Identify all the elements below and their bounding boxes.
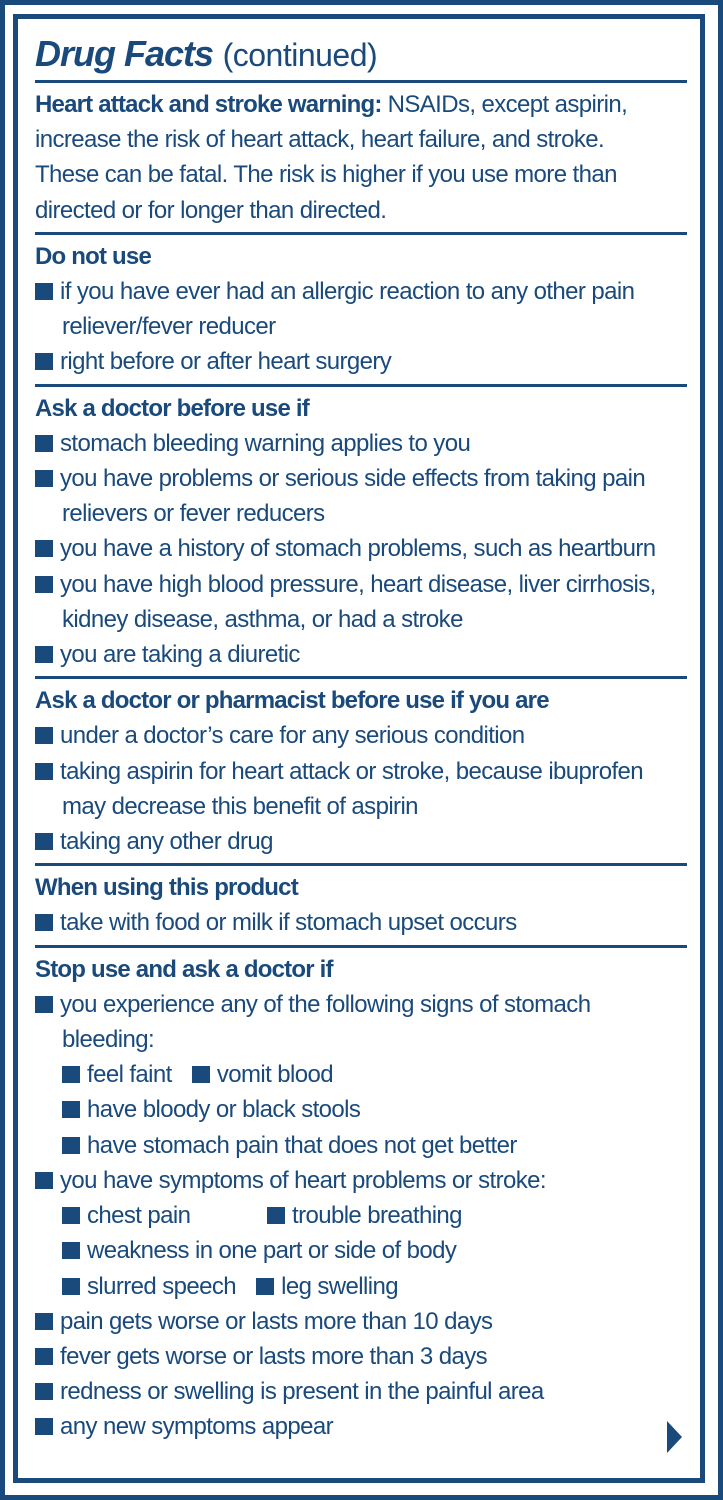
item-text: stomach bleeding warning applies to you xyxy=(60,429,471,457)
bullet-square-icon xyxy=(35,646,53,663)
sub-list-row xyxy=(35,1233,687,1268)
heart-warning-text: directed or for longer than directed. xyxy=(35,196,387,224)
bullet-square-icon xyxy=(35,283,53,300)
item-text: taking aspirin for heart attack or stroke, because ibuprofen xyxy=(60,757,644,785)
sub-item-text: slurred speech xyxy=(87,1272,237,1300)
list-item xyxy=(35,1163,687,1198)
heart-warning-text: NSAIDs, except aspirin, xyxy=(387,91,628,118)
section-heading: Ask a doctor or pharmacist before use if you are xyxy=(35,687,549,715)
item-continuation: may decrease this benefit of aspirin xyxy=(62,792,418,820)
bullet-square-icon xyxy=(192,1066,210,1083)
bullet-square-icon xyxy=(256,1278,274,1295)
bullet-square-icon xyxy=(35,996,53,1013)
title-drug-facts: Drug Facts xyxy=(35,33,214,74)
bullet-square-icon xyxy=(35,470,53,487)
list-item xyxy=(35,824,687,859)
item-text: fever gets worse or lasts more than 3 days xyxy=(60,1342,488,1370)
item-continuation: bleeding: xyxy=(62,1026,155,1054)
sub-list-row xyxy=(35,1269,687,1304)
item-text: you have problems or serious side effects from taking pain xyxy=(60,465,646,493)
bullet-square-icon xyxy=(35,435,53,452)
sub-item-text: weakness in one part or side of body xyxy=(87,1237,457,1265)
heart-warning-text: These can be fatal. The risk is higher if you use more than xyxy=(35,161,617,189)
bullet-square-icon xyxy=(35,763,53,780)
bullet-square-icon xyxy=(35,1348,53,1365)
item-continuation: kidney disease, asthma, or had a stroke xyxy=(62,605,463,633)
section-heading: Do not use xyxy=(35,242,151,270)
bullet-square-icon xyxy=(35,540,53,557)
item-continuation: relievers or fever reducers xyxy=(62,500,325,528)
arrow-right-icon xyxy=(667,1421,682,1453)
sub-list-row xyxy=(35,1092,687,1127)
section-stop-use xyxy=(35,952,687,1445)
list-item xyxy=(35,987,687,1022)
item-text: taking any other drug xyxy=(60,828,273,856)
section-heading: Ask a doctor before use if xyxy=(35,394,309,422)
sub-list-row xyxy=(35,1057,687,1092)
item-text: if you have ever had an allergic reaction to any other pain xyxy=(60,278,635,306)
section-divider xyxy=(35,945,687,948)
item-text: you have high blood pressure, heart disease, liver cirrhosis, xyxy=(60,570,656,598)
list-item xyxy=(35,531,687,566)
item-text: you are taking a diuretic xyxy=(60,641,300,669)
bullet-square-icon xyxy=(35,727,53,744)
section-ask-pharmacist xyxy=(35,683,687,859)
sub-list-row xyxy=(35,1198,687,1233)
list-item xyxy=(35,567,687,602)
section-ask-doctor xyxy=(35,391,687,673)
list-item xyxy=(35,1409,687,1444)
sub-item-text: feel faint xyxy=(87,1061,172,1089)
drug-facts-panel xyxy=(35,30,687,1445)
sub-item-text: vomit blood xyxy=(216,1061,333,1089)
sub-item-text: have bloody or black stools xyxy=(87,1096,361,1124)
item-text: right before or after heart surgery xyxy=(60,348,392,376)
heart-warning-heading: Heart attack and stroke warning: xyxy=(35,91,382,118)
section-heading: Stop use and ask a doctor if xyxy=(35,955,333,983)
bullet-square-icon xyxy=(62,1242,80,1259)
bullet-square-icon xyxy=(35,353,53,370)
list-item xyxy=(35,718,687,753)
section-heading: When using this product xyxy=(35,874,298,902)
list-item xyxy=(35,905,687,940)
title-divider xyxy=(35,80,687,83)
section-divider xyxy=(35,676,687,679)
item-continuation: reliever/fever reducer xyxy=(62,313,276,341)
bullet-square-icon xyxy=(35,914,53,931)
bullet-square-icon xyxy=(62,1101,80,1118)
item-text: pain gets worse or lasts more than 10 days xyxy=(60,1307,493,1335)
item-text: redness or swelling is present in the painful area xyxy=(60,1378,544,1406)
sub-item-text: have stomach pain that does not get better xyxy=(87,1131,517,1159)
bullet-square-icon xyxy=(62,1207,80,1224)
bullet-square-icon xyxy=(35,1172,53,1189)
item-text: under a doctor’s care for any serious condition xyxy=(60,722,525,750)
bullet-square-icon xyxy=(35,1383,53,1400)
list-item xyxy=(35,1304,687,1339)
sub-item-text: leg swelling xyxy=(281,1272,398,1300)
section-when-using xyxy=(35,870,687,940)
heart-warning-text: increase the risk of heart attack, heart failure, and stroke. xyxy=(35,126,605,154)
section-divider xyxy=(35,384,687,387)
bullet-square-icon xyxy=(35,576,53,593)
list-item xyxy=(35,637,687,672)
sub-list-row xyxy=(35,1128,687,1163)
item-text: any new symptoms appear xyxy=(60,1413,334,1441)
sub-item-text: chest pain xyxy=(87,1202,191,1230)
section-do-not-use xyxy=(35,239,687,380)
bullet-square-icon xyxy=(62,1066,80,1083)
item-text: you experience any of the following signs of stomach xyxy=(60,990,591,1018)
list-item xyxy=(35,1374,687,1409)
list-item xyxy=(35,754,687,789)
title-continued: (continued) xyxy=(222,37,378,73)
bullet-square-icon xyxy=(62,1278,80,1295)
bullet-square-icon xyxy=(35,1418,53,1435)
list-item xyxy=(35,344,687,379)
bullet-square-icon xyxy=(62,1137,80,1154)
bullet-square-icon xyxy=(267,1207,285,1224)
section-divider xyxy=(35,863,687,866)
bullet-square-icon xyxy=(35,1313,53,1330)
section-heart-warning xyxy=(35,87,687,228)
list-item xyxy=(35,274,687,309)
bullet-square-icon xyxy=(35,833,53,850)
item-text: take with food or milk if stomach upset occurs xyxy=(60,909,517,937)
item-text: you have symptoms of heart problems or stroke: xyxy=(60,1166,546,1194)
panel-title xyxy=(35,30,687,80)
list-item xyxy=(35,1339,687,1374)
section-divider xyxy=(35,232,687,235)
sub-item-text: trouble breathing xyxy=(292,1202,462,1230)
item-text: you have a history of stomach problems, such as heartburn xyxy=(60,535,656,563)
list-item xyxy=(35,426,687,461)
list-item xyxy=(35,461,687,496)
